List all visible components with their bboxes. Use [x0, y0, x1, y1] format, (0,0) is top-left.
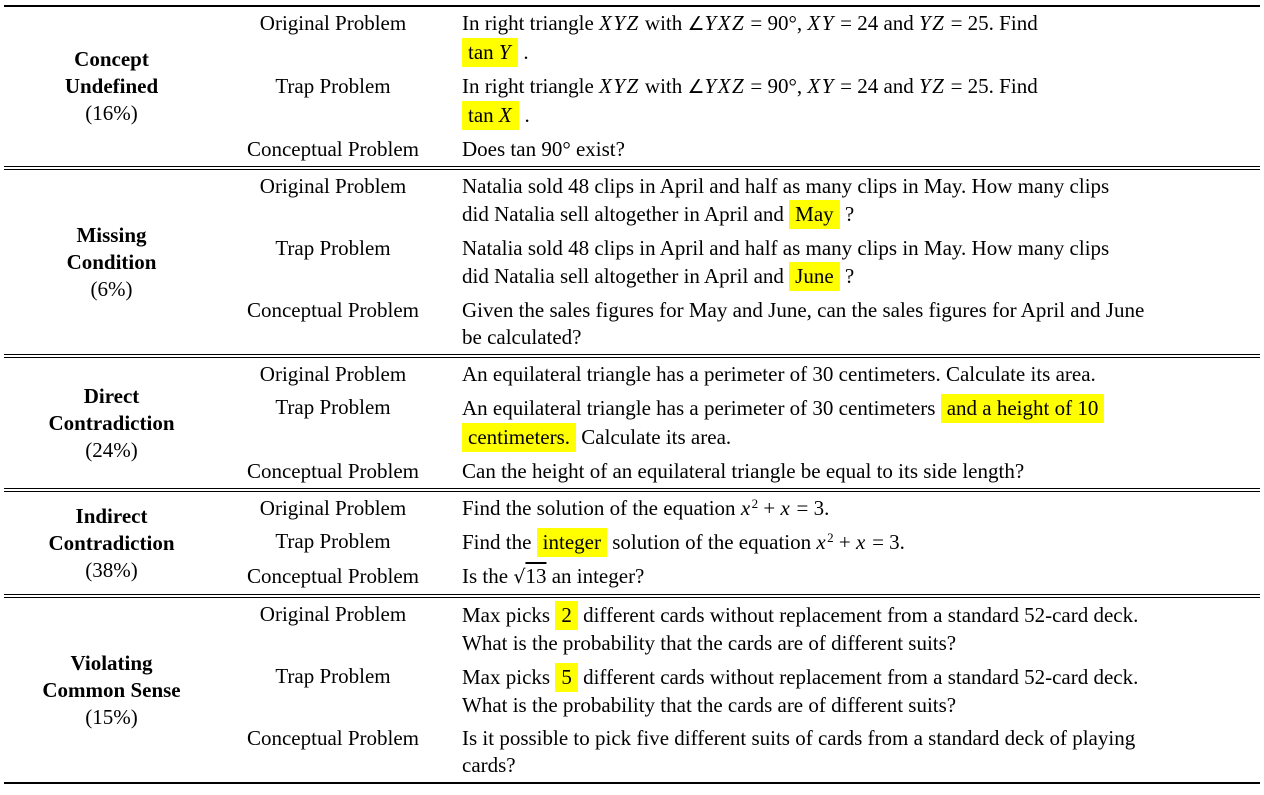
highlighted-text: [462, 423, 576, 452]
text-run: different cards without replacement from a standard 52-card deck.: [577, 603, 1139, 627]
highlighted-text: [555, 663, 578, 692]
category-cell: [4, 490, 219, 596]
math-text: YZ: [919, 74, 946, 98]
math-text: x: [740, 496, 752, 520]
text-run: Does tan 90° exist?: [462, 137, 625, 161]
text-run: solution of the equation: [606, 530, 817, 554]
text-run: Calculate its area.: [576, 425, 732, 449]
category-name: Violating Common Sense: [42, 650, 181, 702]
text-run: cards?: [462, 753, 516, 777]
problem-text: [447, 525, 1260, 560]
math-text: YXZ: [704, 11, 746, 35]
highlighted-text: [555, 601, 578, 630]
text-run: May: [795, 202, 834, 226]
text-run: .: [519, 103, 530, 127]
text-run: = 24 and: [834, 11, 920, 35]
category-section: [4, 356, 1260, 490]
problem-type-label: Conceptual Problem: [246, 564, 420, 588]
category-name: Concept Undefined: [64, 47, 159, 98]
text-run: Given the sales figures for May and June, can the sales figures for April and June: [462, 298, 1145, 322]
category-percentage: (15%): [85, 704, 138, 729]
text-run: = 25. Find: [945, 11, 1038, 35]
problem-text: [447, 596, 1260, 660]
text-run: Max picks: [462, 665, 556, 689]
text-run: integer: [542, 530, 601, 554]
text-run: An equilateral triangle has a perimeter of 30 centimeters. Calculate its area.: [462, 362, 1096, 386]
math-text: XY: [807, 74, 835, 98]
category-name: Direct Contradiction: [48, 383, 175, 435]
category-cell: [4, 6, 219, 168]
category-percentage: (24%): [85, 437, 138, 462]
text-run: .: [518, 40, 529, 64]
highlighted-text: [789, 262, 840, 291]
problem-text: [447, 168, 1260, 232]
text-run: ?: [839, 264, 855, 288]
highlighted-text: [537, 528, 607, 557]
problem-text: [447, 391, 1260, 455]
problem-text: [447, 294, 1260, 356]
problem-type-label: Trap Problem: [275, 529, 391, 553]
math-text: 13: [525, 564, 547, 588]
math-text: X: [498, 103, 514, 127]
category-percentage: (16%): [85, 101, 138, 125]
text-run: Find the: [462, 530, 537, 554]
category-name: Missing Condition: [66, 222, 157, 274]
text-run: with: [639, 11, 688, 35]
text-run: = 3.: [791, 496, 830, 520]
text-run: = 90°,: [745, 74, 808, 98]
text-run: Can the height of an equilateral triangle be equal to its side length?: [462, 459, 1025, 483]
text-run: An equilateral triangle has a perimeter of 30 centimeters: [462, 396, 941, 420]
math-text: Y: [498, 40, 513, 64]
text-run: Max picks: [462, 603, 556, 627]
problem-type-label: Trap Problem: [275, 664, 391, 688]
trap-taxonomy-table: [4, 5, 1260, 784]
category-cell: [4, 356, 219, 490]
text-run: different cards without replacement from a standard 52-card deck.: [577, 665, 1139, 689]
problem-type-label: Original Problem: [259, 496, 407, 520]
text-run: Natalia sold 48 clips in April and half as many clips in May. How many clips: [462, 174, 1110, 198]
math-text: x: [780, 496, 792, 520]
category-percentage: (6%): [90, 276, 133, 301]
math-text: XYZ: [599, 11, 640, 35]
highlighted-text: [462, 101, 519, 130]
category-section: [4, 596, 1260, 783]
problem-text: [447, 133, 1260, 168]
text-run: What is the probability that the cards are of different suits?: [462, 631, 957, 655]
table-row: [4, 490, 1260, 525]
text-run: = 24 and: [834, 74, 920, 98]
category-percentage: (38%): [85, 557, 138, 582]
table-row: [4, 6, 1260, 70]
math-text: ∠: [687, 76, 705, 98]
table-row: [4, 168, 1260, 232]
text-run: In right triangle: [462, 74, 600, 98]
text-run: Find the solution of the equation: [462, 496, 741, 520]
text-run: +: [833, 530, 857, 554]
math-text: x: [816, 530, 828, 554]
text-run: In right triangle: [462, 11, 600, 35]
problem-text: [447, 356, 1260, 391]
math-text: 2: [751, 496, 759, 511]
problem-type-label: Conceptual Problem: [246, 726, 420, 750]
highlighted-text: [941, 394, 1105, 423]
math-text: XYZ: [599, 74, 640, 98]
math-text: x: [856, 530, 867, 554]
problem-text: [447, 455, 1260, 490]
highlighted-text: [789, 200, 840, 229]
highlighted-text: [462, 38, 518, 67]
text-run: centimeters.: [468, 425, 571, 449]
problem-text: [447, 232, 1260, 294]
math-text: ∠: [687, 13, 705, 35]
text-run: tan: [468, 103, 499, 127]
math-text: 2: [827, 530, 834, 545]
text-run: = 3.: [866, 530, 905, 554]
text-run: June: [795, 264, 834, 288]
text-run: tan: [468, 40, 499, 64]
text-run: with: [639, 74, 688, 98]
text-run: 5: [561, 665, 572, 689]
problem-text: [447, 560, 1260, 596]
problem-type-label: Original Problem: [259, 602, 407, 626]
category-section: [4, 168, 1260, 356]
text-run: and a height of 10: [946, 396, 1099, 420]
problem-type-label: Trap Problem: [275, 236, 391, 260]
text-run: an integer?: [546, 564, 645, 588]
problem-type-label: Conceptual Problem: [246, 459, 420, 483]
problem-type-label: Conceptual Problem: [246, 137, 420, 161]
category-cell: [4, 168, 219, 356]
problem-text: [447, 722, 1260, 783]
problem-type-label: Original Problem: [259, 362, 407, 386]
problem-type-label: Original Problem: [259, 11, 407, 35]
table-row: [4, 356, 1260, 391]
problem-type-label: Trap Problem: [275, 74, 391, 98]
text-run: = 25. Find: [945, 74, 1038, 98]
text-run: = 90°,: [745, 11, 808, 35]
table-row: [4, 596, 1260, 660]
text-run: Is the: [462, 564, 514, 588]
text-run: What is the probability that the cards are of different suits?: [462, 693, 957, 717]
category-cell: [4, 596, 219, 783]
math-text: √: [513, 566, 526, 588]
text-run: +: [758, 496, 781, 520]
problem-text: [447, 70, 1260, 133]
math-text: YZ: [919, 11, 946, 35]
text-run: be calculated?: [462, 325, 582, 349]
category-section: [4, 6, 1260, 168]
problem-text: [447, 6, 1260, 70]
category-name: Indirect Contradiction: [48, 503, 175, 555]
category-section: [4, 490, 1260, 596]
problem-text: [447, 490, 1260, 525]
text-run: ?: [839, 202, 855, 226]
text-run: Is it possible to pick five different suits of cards from a standard deck of playing: [462, 726, 1136, 750]
math-text: XY: [807, 11, 835, 35]
problem-type-label: Trap Problem: [275, 395, 391, 419]
problem-type-label: Conceptual Problem: [246, 298, 420, 322]
text-run: did Natalia sell altogether in April and: [462, 202, 790, 226]
problem-type-label: Original Problem: [259, 174, 407, 198]
text-run: Natalia sold 48 clips in April and half as many clips in May. How many clips: [462, 236, 1110, 260]
text-run: 2: [561, 603, 572, 627]
problem-text: [447, 660, 1260, 722]
math-text: YXZ: [704, 74, 746, 98]
text-run: did Natalia sell altogether in April and: [462, 264, 790, 288]
